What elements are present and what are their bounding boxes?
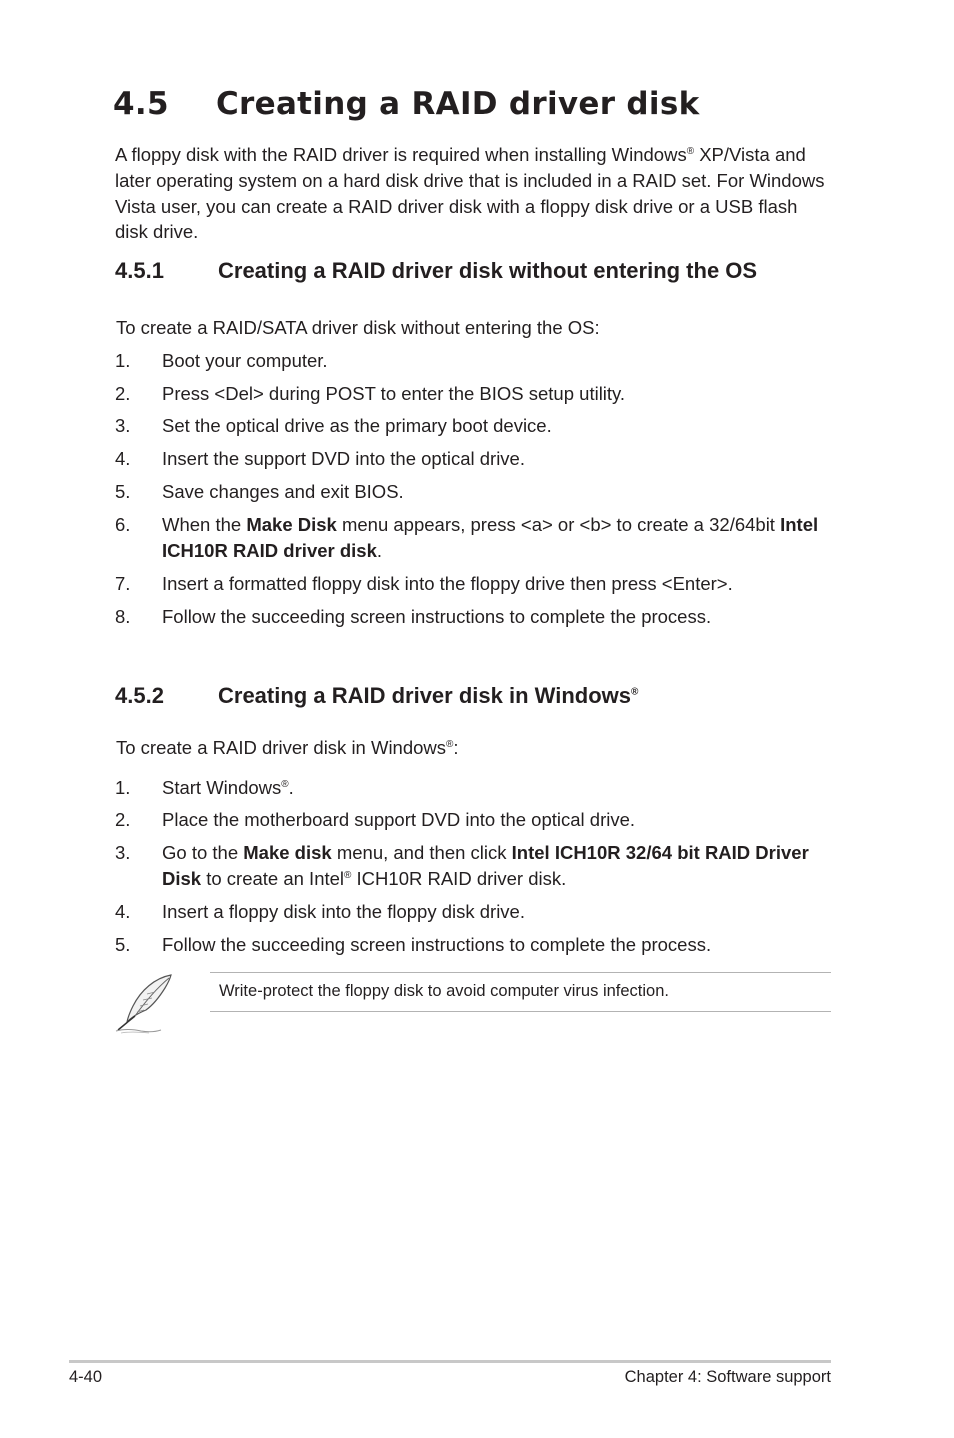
section-title-text: Creating a RAID driver disk — [216, 86, 700, 122]
subsection-1-lead: To create a RAID/SATA driver disk without entering the OS: — [116, 317, 600, 338]
list-item — [115, 413, 835, 439]
step-number: 3. — [115, 415, 131, 436]
step-text: Insert a formatted floppy disk into the floppy drive then press <Enter>. — [162, 573, 733, 594]
list-item — [115, 932, 835, 958]
page-number: 4-40 — [69, 1368, 103, 1386]
step-text-part: Go to the — [162, 842, 244, 863]
subsection-2-number: 4.5.2 — [115, 683, 164, 708]
note-top-rule — [210, 972, 831, 973]
lead-text: To create a RAID driver disk in Windows — [116, 737, 447, 758]
subsection-1-title — [115, 258, 757, 284]
list-item — [115, 446, 835, 472]
registered-mark: ® — [446, 738, 454, 750]
step-number: 5. — [115, 934, 131, 955]
step-text: Set the optical drive as the primary boot device. — [162, 415, 552, 436]
step-text-part: . — [288, 777, 294, 798]
list-item — [115, 348, 835, 374]
step-text: Follow the succeeding screen instructions to complete the process. — [162, 934, 712, 955]
section-title — [113, 86, 700, 122]
step-text-part: When the — [162, 514, 247, 535]
intro-paragraph — [115, 142, 835, 245]
step-text: Insert the support DVD into the optical drive. — [162, 448, 525, 469]
note-bottom-rule — [210, 1011, 831, 1012]
registered-mark: ® — [630, 686, 639, 698]
step-text: Save changes and exit BIOS. — [162, 481, 404, 502]
step-text-part: . — [376, 539, 383, 561]
subsection-2-title-text: Creating a RAID driver disk in Windows — [218, 683, 631, 708]
step-text: Follow the succeeding screen instructions to complete the process. — [162, 606, 712, 627]
step-number: 4. — [115, 901, 131, 922]
step-text — [162, 840, 835, 892]
subsection-1-title-text: Creating a RAID driver disk without entering the OS — [218, 258, 758, 283]
list-item — [115, 381, 835, 407]
step-number: 5. — [115, 481, 131, 502]
list-item — [115, 604, 835, 630]
registered-mark: ® — [281, 778, 289, 790]
step-text-part: Start Windows — [162, 777, 282, 798]
disk-name: Intel ICH10R 32/64 bit RAID Driver Disk — [162, 842, 809, 889]
step-number: 2. — [115, 809, 131, 830]
list-item — [115, 840, 835, 892]
step-text-part: menu appears, press <a> or <b> to create a 32/64bit — [336, 514, 781, 535]
step-number: 1. — [115, 777, 131, 798]
step-number: 4. — [115, 448, 131, 469]
step-text — [162, 512, 835, 564]
subsection-2-title — [115, 683, 638, 709]
step-number: 6. — [115, 514, 131, 535]
list-item — [115, 479, 835, 505]
step-text-part: to create an Intel — [201, 867, 345, 889]
list-item — [115, 571, 835, 597]
chapter-label: Chapter 4: Software support — [624, 1368, 831, 1386]
step-number: 8. — [115, 606, 131, 627]
step-text-part: menu, and then click — [331, 842, 512, 863]
step-text — [162, 775, 835, 801]
menu-name: Make disk — [243, 842, 332, 863]
list-item — [115, 512, 835, 564]
step-text: Press <Del> during POST to enter the BIOS setup utility. — [162, 383, 626, 404]
list-item — [115, 899, 835, 925]
quill-pen-icon — [113, 972, 179, 1034]
menu-name: Make Disk — [246, 514, 337, 535]
intro-text-1: A floppy disk with the RAID driver is required when installing Windows — [115, 144, 687, 165]
list-item — [115, 775, 835, 801]
registered-mark: ® — [344, 869, 352, 881]
section-number: 4.5 — [113, 86, 169, 122]
footer-rule — [69, 1360, 831, 1363]
registered-mark: ® — [686, 145, 695, 157]
step-number: 2. — [115, 383, 131, 404]
subsection-1-number: 4.5.1 — [115, 258, 164, 283]
step-text: Boot your computer. — [162, 350, 328, 371]
step-number: 3. — [115, 842, 131, 863]
step-number: 7. — [115, 573, 131, 594]
lead-text: : — [453, 737, 459, 758]
subsection-2-lead — [116, 737, 459, 759]
step-text: Insert a floppy disk into the floppy disk drive. — [162, 901, 525, 922]
intro-text-2: XP/Vista and later operating system on a hard disk drive that is included in a RAID set. For Windows Vista user, you can create a RAID driver disk with a floppy disk drive or a USB flash disk drive. — [115, 144, 825, 243]
step-text-part: ICH10R RAID driver disk. — [351, 867, 567, 889]
note-text: Write-protect the floppy disk to avoid computer virus infection. — [219, 982, 669, 1000]
step-text: Place the motherboard support DVD into the optical drive. — [162, 809, 636, 830]
list-item — [115, 807, 835, 833]
step-number: 1. — [115, 350, 131, 371]
disk-name: Intel ICH10R RAID driver disk — [162, 514, 819, 561]
